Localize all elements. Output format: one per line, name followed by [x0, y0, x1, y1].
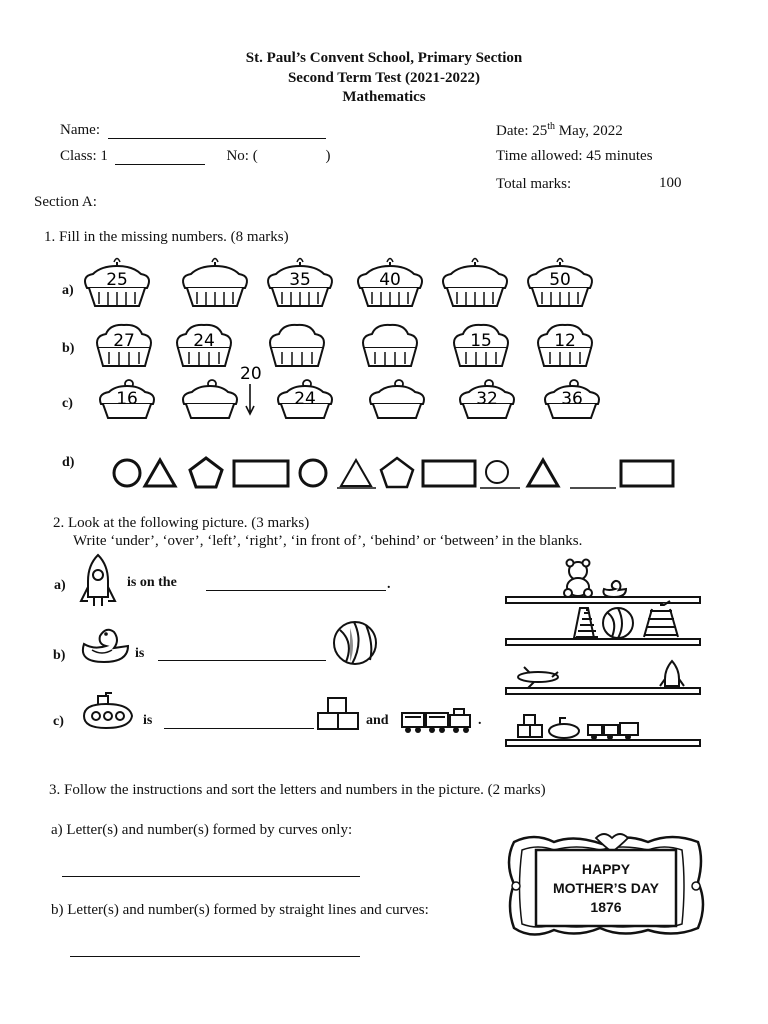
cupcake-b1-num: 27	[113, 331, 135, 351]
name-blank[interactable]	[108, 138, 326, 139]
cupcake-a3-num: 35	[289, 270, 311, 290]
circle-shape	[300, 460, 326, 486]
q2a-end: .	[387, 577, 391, 592]
q2c-blank[interactable]	[164, 716, 314, 729]
cupcake-b6	[538, 325, 592, 366]
handwritten-20-note: 20	[240, 364, 262, 384]
q2-instruction: Write ‘under’, ‘over’, ‘left’, ‘right’, ‘in front of’, ‘behind’ or ‘between’ in the blanks.	[73, 533, 583, 549]
blocks-icon	[518, 715, 542, 737]
cupcake-c6	[545, 380, 599, 418]
cupcake-b5	[454, 325, 508, 366]
duck-icon	[603, 581, 626, 597]
q2b-label: b)	[53, 648, 66, 663]
cupcake-b3[interactable]	[270, 325, 324, 366]
cupcake-c5	[460, 380, 514, 418]
triangle-shape	[145, 460, 175, 486]
ring-stack-icon	[574, 607, 598, 638]
cupcake-c4[interactable]	[370, 380, 424, 418]
cupcake-c2[interactable]	[183, 380, 237, 418]
no-close: )	[325, 148, 331, 164]
test-title: Second Term Test (2021-2022)	[287, 70, 481, 86]
name-label: Name:	[60, 122, 100, 138]
abacus-icon	[644, 601, 678, 637]
handwritten-arrow-icon	[246, 384, 254, 414]
q2c-label: c)	[53, 714, 64, 729]
q2a-blank[interactable]	[206, 578, 386, 591]
shelf	[506, 740, 700, 746]
q2b-blank[interactable]	[158, 648, 326, 661]
shelves-picture	[500, 555, 705, 755]
cupcake-a1	[85, 259, 149, 307]
cupcake-b5-num: 15	[470, 331, 492, 351]
q2c-end: .	[478, 713, 482, 728]
cupcake-a6	[528, 259, 592, 307]
cupcake-b4[interactable]	[363, 325, 417, 366]
date-label: Date: 25	[496, 123, 548, 139]
class-label: Class: 1	[60, 148, 108, 164]
pentagon-shape	[381, 458, 413, 487]
cupcake-c3	[278, 380, 332, 418]
cupcake-rows	[0, 250, 768, 500]
q3a-blank[interactable]	[62, 868, 360, 877]
shelf	[506, 639, 700, 645]
frame-line-year: 1876	[590, 899, 622, 915]
cupcake-a3	[268, 259, 332, 307]
cupcake-c6-num: 36	[561, 389, 583, 409]
date-sup: th	[547, 121, 556, 132]
rocket-icon	[660, 661, 684, 686]
q3b-blank[interactable]	[70, 948, 360, 957]
q3a-text: a) Letter(s) and number(s) formed by curves only:	[51, 822, 353, 838]
q3-title: 3. Follow the instructions and sort the letters and numbers in the picture. (2 marks)	[49, 782, 546, 798]
total-marks-value: 100	[659, 175, 682, 191]
cupcake-a2[interactable]	[183, 259, 247, 307]
cupcake-a1-num: 25	[106, 270, 128, 290]
circle-shape	[486, 461, 508, 483]
triangle-shape	[341, 460, 371, 486]
time-allowed: Time allowed: 45 minutes	[496, 148, 653, 164]
cupcake-b2-num: 24	[193, 331, 215, 351]
cupcake-b2	[177, 325, 231, 366]
rectangle-shape	[621, 461, 673, 486]
q2b-text: is	[135, 646, 145, 661]
submarine-icon	[80, 692, 136, 732]
q1-title: 1. Fill in the missing numbers. (8 marks)	[44, 229, 289, 245]
name-row	[60, 122, 326, 139]
row-a-label: a)	[62, 283, 74, 298]
school-title: St. Paul’s Convent School, Primary Section	[245, 50, 523, 66]
row-d-label: d)	[62, 455, 75, 470]
airplane-icon	[518, 667, 558, 688]
rectangle-shape	[234, 461, 288, 486]
circle-shape	[114, 460, 140, 486]
cupcake-b1	[97, 325, 151, 366]
cupcake-a4-num: 40	[379, 270, 401, 290]
no-label: No: (	[226, 148, 258, 164]
row-c-label: c)	[62, 396, 73, 411]
class-row	[60, 148, 330, 165]
ball-icon	[603, 608, 633, 638]
q2a-text: is on the	[127, 575, 177, 590]
q2c-text: is	[143, 713, 153, 728]
subject-title: Mathematics	[342, 89, 426, 105]
rectangle-shape	[423, 461, 475, 486]
shelf	[506, 597, 700, 603]
cupcake-a6-num: 50	[549, 270, 571, 290]
total-marks-label: Total marks:	[496, 176, 572, 192]
cupcake-c1-num: 16	[116, 389, 138, 409]
cupcake-a5[interactable]	[443, 259, 507, 307]
frame-line-happy: HAPPY	[581, 861, 631, 877]
train-icon	[588, 723, 638, 739]
rocket-icon	[78, 553, 118, 608]
train-icon	[400, 707, 478, 735]
class-blank[interactable]	[115, 164, 205, 165]
cupcake-c5-num: 32	[476, 389, 498, 409]
shelf	[506, 688, 700, 694]
q3b-text: b) Letter(s) and number(s) formed by straight lines and curves:	[51, 902, 429, 918]
submarine-icon	[549, 718, 579, 738]
shape-pattern	[114, 458, 673, 488]
pentagon-shape	[190, 458, 222, 487]
cupcake-a4	[358, 259, 422, 307]
teddy-bear-icon	[564, 560, 592, 598]
cupcake-b6-num: 12	[554, 331, 576, 351]
cupcake-c1	[100, 380, 154, 418]
frame-line-mothers-day: MOTHER’S DAY	[552, 880, 660, 896]
ball-icon	[332, 620, 380, 668]
duck-icon	[76, 622, 132, 666]
triangle-shape	[528, 460, 558, 486]
q2a-label: a)	[54, 578, 66, 593]
cupcake-c3-num: 24	[294, 389, 316, 409]
q2-title: 2. Look at the following picture. (3 marks)	[53, 515, 310, 531]
section-a-label: Section A:	[34, 194, 97, 210]
date-row	[496, 121, 623, 140]
date-rest: May, 2022	[555, 123, 623, 139]
q2c-and: and	[366, 713, 389, 728]
row-b-label: b)	[62, 341, 75, 356]
blocks-icon	[316, 696, 362, 732]
